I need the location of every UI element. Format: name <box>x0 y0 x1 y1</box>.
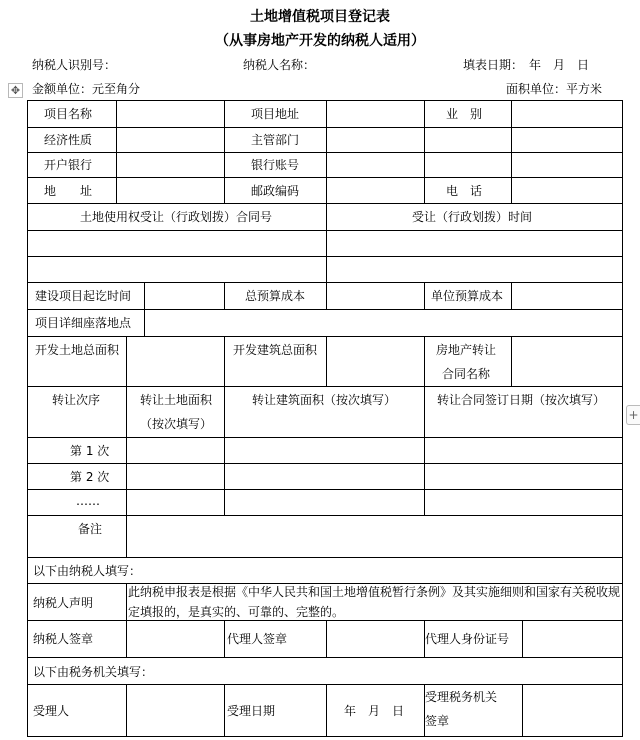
label-construction-period: 建设项目起讫时间 <box>35 289 132 303</box>
row-ellipsis: …… <box>76 494 100 508</box>
label-project-name: 项目名称 <box>44 107 93 121</box>
taxpayer-id-label: 纳税人识别号： <box>32 58 117 72</box>
move-handle-icon[interactable]: ✥ <box>8 83 23 98</box>
label-taxpayer-sign: 纳税人签章 <box>33 632 94 646</box>
plus-icon[interactable]: + <box>626 405 640 425</box>
label-total-budget: 总预算成本 <box>245 289 306 303</box>
col-transfer-building-area: 转让建筑面积（按次填写） <box>252 393 397 407</box>
label-bank: 开户银行 <box>44 158 93 172</box>
col-transfer-order: 转让次序 <box>52 393 101 407</box>
col-transfer-sign-date: 转让合同签订日期（按次填写） <box>437 393 606 407</box>
label-contract-name-line1: 房地产转让 <box>436 343 497 357</box>
label-receiving-office-line2: 签章 <box>425 714 450 728</box>
form-title: 土地增值税项目登记表 <box>250 9 390 25</box>
label-agent-sign: 代理人签章 <box>227 632 288 646</box>
label-receive-date: 受理日期 <box>227 704 276 718</box>
label-business: 业 别 <box>446 107 483 121</box>
taxpayer-section-heading: 以下由纳税人填写： <box>33 564 142 578</box>
label-land-contract: 土地使用权受让（行政划拨）合同号 <box>80 210 273 224</box>
label-bank-account: 银行账号 <box>251 158 300 172</box>
label-unit-budget: 单位预算成本 <box>431 289 504 303</box>
statement-text: 此纳税申报表是根据《中华人民共和国土地增值税暂行条例》及其实施细则和国家有关税收规定填报的，是真实的、可靠的、完整的。 <box>128 585 621 619</box>
col-transfer-land-area-line1: 转让土地面积 <box>140 393 213 407</box>
label-phone: 电 话 <box>446 184 483 198</box>
label-project-address: 项目地址 <box>251 107 300 121</box>
label-year-month-day: 年 月 日 <box>344 704 405 718</box>
amount-unit-label: 金额单位：元至角分 <box>32 82 141 96</box>
label-agent-id: 代理人身份证号 <box>425 632 510 646</box>
fill-date-label: 填表日期： 年 月 日 <box>463 58 590 72</box>
col-transfer-land-area-line2: （按次填写） <box>140 417 213 431</box>
label-land-area: 开发土地总面积 <box>35 343 120 357</box>
label-authority: 主管部门 <box>251 133 300 147</box>
taxpayer-name-label: 纳税人名称： <box>243 58 316 72</box>
label-receiving-office-line1: 受理税务机关 <box>425 690 498 704</box>
label-address: 地 址 <box>44 184 93 198</box>
label-building-area: 开发建筑总面积 <box>233 343 318 357</box>
label-receiver: 受理人 <box>33 704 70 718</box>
row-second-transfer: 第 2 次 <box>70 470 110 484</box>
area-unit-label: 面积单位：平方米 <box>506 82 603 96</box>
label-taxpayer-statement: 纳税人声明 <box>33 596 94 610</box>
tax-office-section-heading: 以下由税务机关填写： <box>33 665 154 679</box>
label-project-location: 项目详细座落地点 <box>35 316 132 330</box>
form-subtitle: （从事房地产开发的纳税人适用） <box>215 33 425 49</box>
label-economic-nature: 经济性质 <box>44 133 93 147</box>
label-contract-name-line2: 合同名称 <box>442 367 491 381</box>
label-remarks: 备注 <box>78 522 103 536</box>
row-first-transfer: 第 1 次 <box>70 444 110 458</box>
label-transfer-time: 受让（行政划拨）时间 <box>412 210 533 224</box>
label-postcode: 邮政编码 <box>251 184 300 198</box>
